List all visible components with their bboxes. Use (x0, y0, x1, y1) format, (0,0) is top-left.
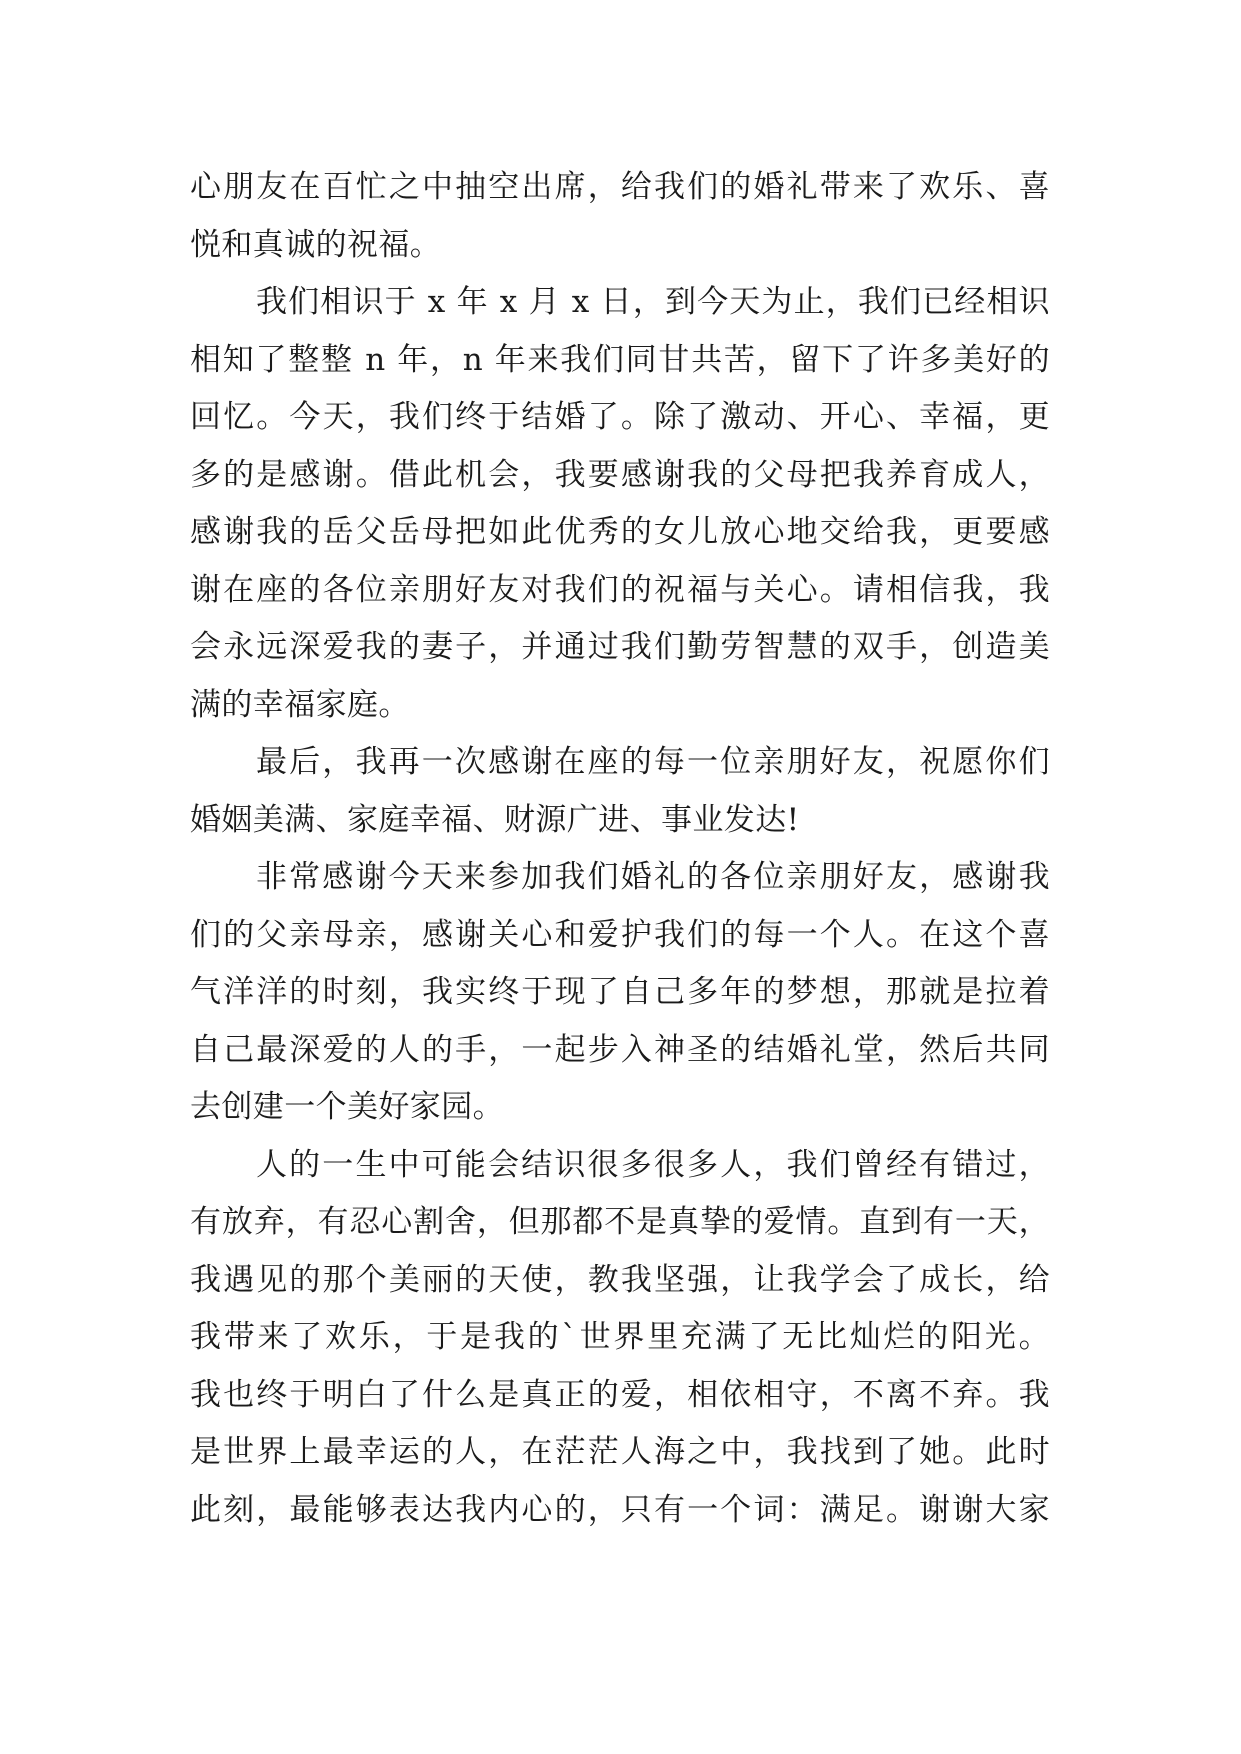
text-line: 非常感谢今天来参加我们婚礼的各位亲朋好友，感谢我 (256, 859, 1050, 895)
text-line: 婚姻美满、家庭幸福、财源广进、事业发达! (190, 801, 800, 838)
text-line: 自己最深爱的人的手，一起步入神圣的结婚礼堂，然后共同 (190, 1031, 1050, 1068)
text-line: 满的幸福家庭。 (190, 686, 410, 723)
text-line: 悦和真诚的祝福。 (190, 226, 442, 263)
text-line: 谢在座的各位亲朋好友对我们的祝福与关心。请相信我，我 (190, 571, 1050, 608)
text-line: 们的父亲母亲，感谢关心和爱护我们的每一个人。在这个喜 (190, 916, 1050, 953)
document-body (190, 159, 1050, 1539)
text-line: 是世界上最幸运的人，在茫茫人海之中，我找到了她。此时 (190, 1434, 1050, 1470)
text-line: 气洋洋的时刻，我实终于现了自己多年的梦想，那就是拉着 (190, 974, 1050, 1010)
text-line: 此刻，最能够表达我内心的，只有一个词：满足。谢谢大家 (190, 1491, 1050, 1528)
paragraph (190, 274, 1050, 734)
paragraph (190, 734, 1050, 849)
text-line: 心朋友在百忙之中抽空出席，给我们的婚礼带来了欢乐、喜 (190, 169, 1050, 205)
text-line: 我也终于明白了什么是真正的爱，相依相守，不离不弃。我 (190, 1376, 1050, 1413)
paragraph (190, 1137, 1050, 1540)
text-line: 多的是感谢。借此机会，我要感谢我的父母把我养育成人， (190, 456, 1050, 493)
text-line: 去创建一个美好家园。 (190, 1089, 504, 1125)
paragraph (190, 159, 1050, 274)
text-line: 会永远深爱我的妻子，并通过我们勤劳智慧的双手，创造美 (190, 629, 1050, 665)
text-line: 人的一生中可能会结识很多很多人，我们曾经有错过， (256, 1146, 1050, 1183)
text-line: 回忆。今天，我们终于结婚了。除了激动、开心、幸福，更 (190, 399, 1050, 435)
paragraph (190, 849, 1050, 1137)
text-line: 最后，我再一次感谢在座的每一位亲朋好友，祝愿你们 (256, 744, 1050, 780)
text-line: 相知了整整 n 年，n 年来我们同甘共苦，留下了许多美好的 (190, 341, 1050, 378)
text-line: 有放弃，有忍心割舍，但那都不是真挚的爱情。直到有一天， (190, 1204, 1050, 1240)
text-line: 感谢我的岳父岳母把如此优秀的女儿放心地交给我，更要感 (190, 514, 1050, 550)
text-line: 我遇见的那个美丽的天使，教我坚强，让我学会了成长，给 (190, 1261, 1050, 1298)
text-line: 我们相识于 x 年 x 月 x 日，到今天为止，我们已经相识 (256, 284, 1050, 320)
text-line: 我带来了欢乐，于是我的`世界里充满了无比灿烂的阳光。 (190, 1319, 1050, 1355)
